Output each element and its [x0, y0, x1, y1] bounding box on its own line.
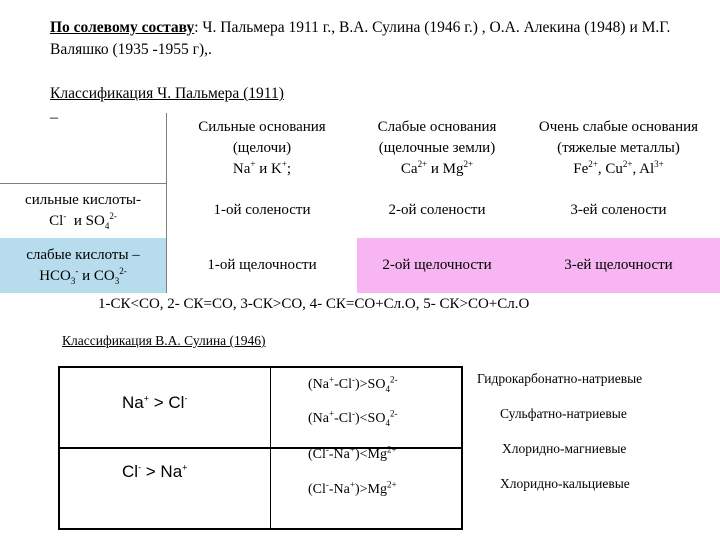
cell-alkalinity-2: 2-ой щелочности — [357, 238, 517, 293]
cell-salinity-2: 2-ой солености — [388, 202, 486, 219]
weak-acids-and: и — [82, 267, 91, 284]
title-rest: : Ч. Пальмера 1911 г., В.А. Сулина (1946 г.) , О.А. Алекина (1948) и М.Г. Валяшко (1935 -1955 г),. — [50, 19, 671, 58]
sulin-type-1: Гидрокарбонатно-натриевые — [477, 371, 643, 386]
sulin-box-column-divider — [270, 366, 271, 530]
palmer-header-row — [0, 113, 720, 184]
palmer-table — [0, 113, 720, 293]
sulin-ratio-4: $(Cl^--Na^+)>Mg^{2+}$ — [308, 479, 397, 497]
col-weak-ions: $Ca^{2+}$ и $Mg^{2+}$ — [400, 158, 474, 177]
sulin-box-divider — [58, 447, 463, 449]
palmer-heading: Классификация Ч. Пальмера (1911) — [50, 85, 284, 102]
title-underlined: По солевому составу — [50, 19, 195, 36]
sulin-ratio-3: $(Cl^--Na^+)<Mg^{2+}$ — [308, 444, 397, 462]
palmer-row-weak-acids — [0, 238, 720, 293]
weak-acids-text: слабые кислоты – — [26, 246, 140, 263]
palmer-col-very-weak — [517, 113, 720, 184]
col-strong-sub: (щелочи) — [232, 139, 292, 156]
cell-alkalinity-3: 3-ей щелочности — [517, 238, 720, 293]
palmer-col-weak — [357, 113, 517, 184]
sulin-group-cl-na: Cl- > Na+ — [122, 462, 188, 481]
col-very-weak-sub: (тяжелые металлы) — [557, 139, 680, 156]
sulin-ratio-1: $(Na^+-Cl^-)>SO_4^{2-}$ — [308, 374, 398, 394]
strong-acids-text: сильные кислоты- — [25, 192, 141, 208]
col-weak-title: Слабые основания — [377, 118, 497, 135]
col-strong-title: Сильные основания — [198, 118, 326, 135]
weak-acids-ions: $HCO_3^-$ и $CO_3^{2-}$ — [39, 265, 127, 286]
sulin-type-3: Хлоридно-магниевые — [502, 441, 627, 456]
sulin-ratio-2: $(Na^+-Cl^-)<SO_4^{2-}$ — [308, 408, 398, 428]
col-weak-sub: (щелочные земли) — [378, 139, 496, 156]
strong-acids-ions: Cl- и $SO_4^{2-}$ — [49, 211, 117, 231]
sulin-group-na-cl: Na+ > Cl- — [122, 393, 188, 412]
row-weak-acids-label — [0, 238, 167, 293]
palmer-row-strong-acids — [0, 184, 720, 239]
palmer-formula: 1-СК<СО, 2- СК=СО, 3-СК>СО, 4- СК=СО+Сл.О, 5- СК>СО+Сл.О — [98, 296, 530, 312]
col-very-weak-title: Очень слабые основания — [538, 118, 699, 135]
sulin-type-4: Хлоридно-кальциевые — [500, 476, 630, 491]
palmer-corner-cell — [0, 113, 167, 184]
col-very-weak-ions: $Fe^{2+}$, $Cu^{2+}$, $Al^{3+}$ — [573, 158, 664, 177]
sulin-type-2: Сульфатно-натриевые — [500, 406, 627, 421]
palmer-col-strong — [167, 113, 358, 184]
row-strong-acids-label — [0, 184, 167, 239]
col-strong-ions: Na+ и K+; — [232, 158, 292, 177]
page-title — [50, 17, 690, 61]
cell-alkalinity-1: 1-ой щелочности — [207, 257, 317, 273]
palmer-dash: – — [50, 109, 58, 126]
cell-salinity-3: 3-ей солености — [570, 202, 667, 219]
cell-salinity-1: 1-ой солености — [213, 202, 311, 219]
sulin-heading: Классификация В.А. Сулина (1946) — [62, 333, 266, 348]
